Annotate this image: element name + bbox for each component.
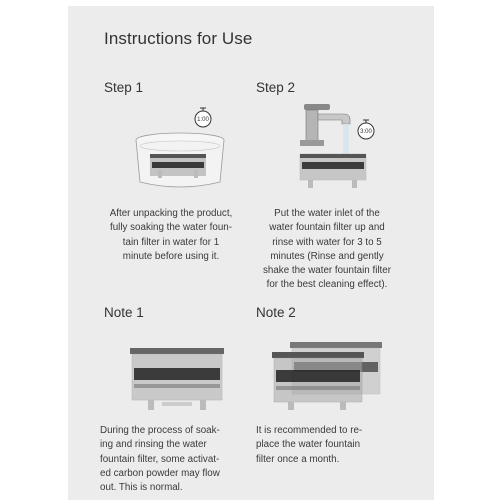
note2-line: place the water fountain xyxy=(256,439,361,451)
step2-line: Put the water inlet of the xyxy=(274,208,380,219)
step2-timer-label: 3:00 xyxy=(360,129,372,135)
filter-cartridge-front xyxy=(272,352,364,410)
note2-line: filter once a month. xyxy=(256,453,340,465)
note1-label: Note 1 xyxy=(104,305,144,320)
step2-line: rinse with water for 3 to 5 xyxy=(272,236,382,248)
note2-description xyxy=(256,424,402,467)
step2-rinsing-illustration xyxy=(284,100,394,196)
step1-line: fully soaking the water foun- xyxy=(110,222,232,234)
timer-icon xyxy=(358,120,374,139)
step1-timer-label: 1:00 xyxy=(197,117,209,123)
timer-icon xyxy=(195,108,211,127)
step1-line: tain filter in water for 1 xyxy=(122,236,220,248)
note1-line: During the process of soak- xyxy=(100,425,220,436)
step2-line: water fountain filter up and xyxy=(269,222,385,234)
note2-line: It is recommended to re- xyxy=(256,425,363,436)
step1-line: minute before using it. xyxy=(122,250,220,262)
note1-line: fountain filter, some activat- xyxy=(100,453,220,465)
filter-cartridge xyxy=(150,154,206,178)
faucet-icon xyxy=(300,104,350,146)
note1-line: ing and rinsing the water xyxy=(100,439,207,451)
water-stream xyxy=(343,124,349,154)
page-title: Instructions for Use xyxy=(104,29,253,48)
step2-line: for the best cleaning effect). xyxy=(266,279,388,291)
filter-cartridge xyxy=(130,348,224,410)
note2-filters-illustration xyxy=(270,336,390,414)
note1-description xyxy=(100,424,242,495)
step1-description xyxy=(100,207,242,264)
step1-line: After unpacking the product, xyxy=(109,208,233,219)
step2-label: Step 2 xyxy=(256,80,296,95)
step1-soaking-illustration xyxy=(128,104,238,196)
step2-line: shake the water fountain filter xyxy=(263,265,391,277)
note1-line: out. This is normal. xyxy=(100,482,183,494)
note1-filter-illustration xyxy=(128,344,228,414)
step1-label: Step 1 xyxy=(104,80,144,95)
note2-label: Note 2 xyxy=(256,305,296,320)
note1-line: ed carbon powder may flow xyxy=(100,467,220,479)
filter-cartridge xyxy=(300,154,366,188)
step2-description xyxy=(252,207,402,293)
step2-line: minutes (Rinse and gently xyxy=(270,250,384,262)
